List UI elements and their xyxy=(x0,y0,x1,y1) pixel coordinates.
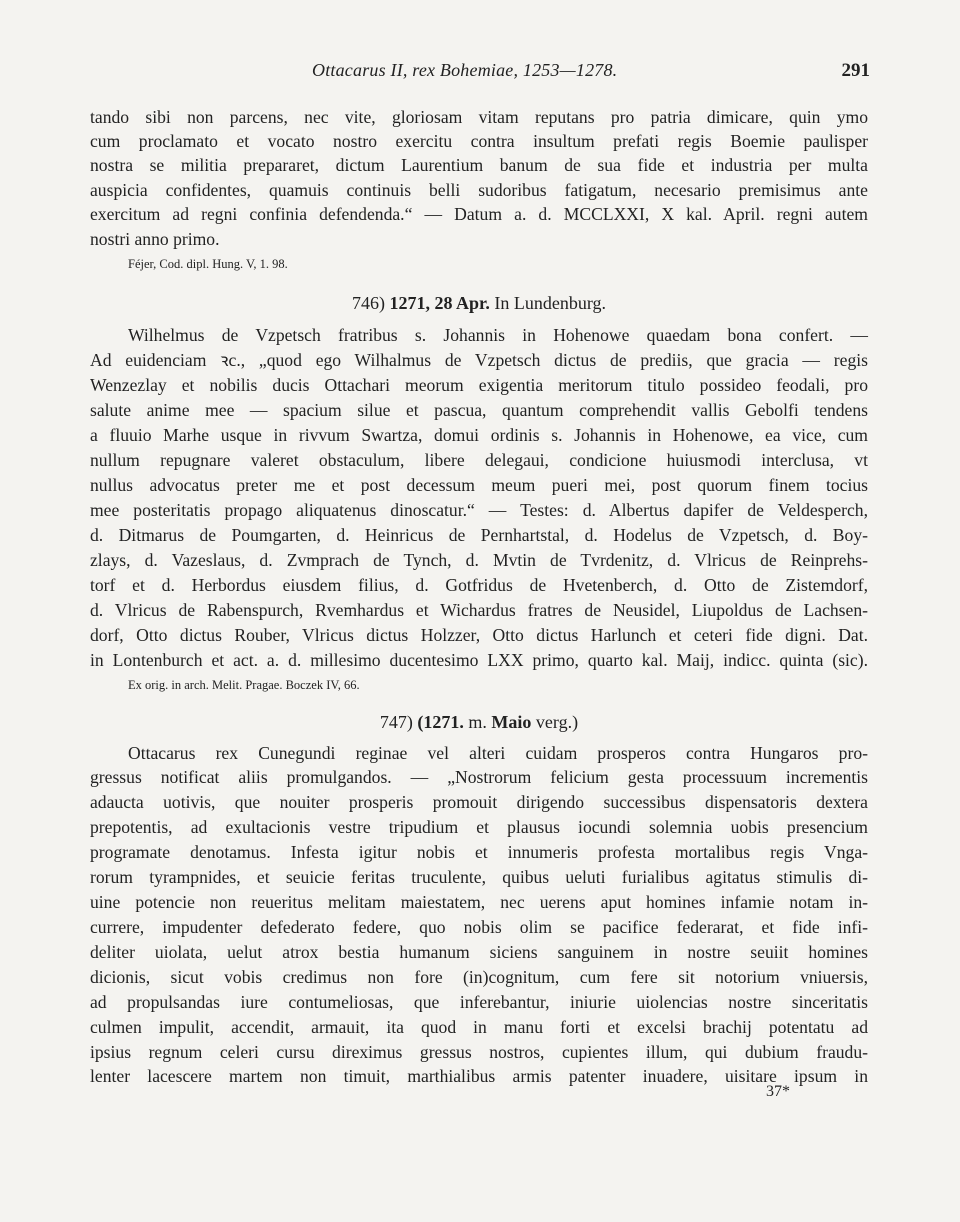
text-line: d. Vlricus de Rabenspurch, Rvemhardus et Wichardus fratres de Neusidel, Liupoldus de Lachsen- xyxy=(90,600,868,620)
text-line: in Lontenburch et act. a. d. millesimo ducentesimo LXX primo, quarto kal. Maij, indicc. quinta (sic). xyxy=(90,650,868,670)
entry-date-rest: m. xyxy=(468,712,487,732)
text-line: dicionis, sicut vobis credimus non fore (in)cognitum, cum fere sit notorium vniuersis, xyxy=(90,967,868,987)
entry-number: 747) xyxy=(379,712,413,732)
text-line: nullum repugnare valeret obstaculum, libere delegaui, condicione huiusmodi interclusa, vt xyxy=(90,450,868,470)
text-line: lenter lacescere martem non timuit, marthialibus armis patenter inuadere, uisitare ipsum in xyxy=(90,1066,868,1086)
text-line: ad propulsandas iure contumeliosas, que inferebantur, iniurie uiolencias nostre sinceritatis xyxy=(90,992,868,1012)
page-number: 291 xyxy=(841,60,870,81)
source-note: Ex orig. in arch. Melit. Pragae. Boczek IV, 66. xyxy=(128,678,360,692)
text-line: zlays, d. Vazeslaus, d. Zvmprach de Tynch, d. Mvtin de Tvrdenitz, d. Vlricus de Reinprehs- xyxy=(90,550,868,570)
regest-line: Wilhelmus de Vzpetsch fratribus s. Johannis in Hohenowe quaedam bona confert. — xyxy=(128,325,868,345)
text-line: programate denotamus. Infesta igitur nobis et innumeris profesta mortalibus regis Vnga- xyxy=(90,842,868,862)
text-line: Wenzezlay et nobilis ducis Ottachari meorum exigentia meritorum titulo possideo feodali, pro xyxy=(90,375,868,395)
regest-line: Ottacarus rex Cunegundi reginae vel alteri cuidam prosperos contra Hungaros pro- xyxy=(128,743,868,763)
text-line: dorf, Otto dictus Rouber, Vlricus dictus Holzzer, Otto dictus Harlunch et ceteri fide digni. Dat. xyxy=(90,625,868,645)
entry-number: 746) xyxy=(351,293,385,313)
running-title: Ottacarus II, rex Bohemiae, 1253—1278. xyxy=(312,60,618,80)
entry-date: 1271, 28 Apr. xyxy=(389,293,490,313)
text-line: cum proclamato et vocato nostro exercitu contra insultum prefati regis Boemie paulisper xyxy=(90,131,868,151)
page-header xyxy=(90,60,870,90)
text-line-last: nostri anno primo. xyxy=(90,229,220,249)
text-line: tando sibi non parcens, nec vite, gloriosam vitam reputans pro patria dimicare, quin ymo xyxy=(90,107,868,127)
text-line: Ad euidenciam ꝛc., „quod ego Wilhalmus de Vzpetsch dictus de prediis, que gracia — regis xyxy=(90,350,868,370)
source-note: Féjer, Cod. dipl. Hung. V, 1. 98. xyxy=(128,257,288,271)
entry-month: Maio xyxy=(491,712,532,732)
text-line: deliter uiolata, uelut atrox bestia humanum siciens sanguinem in nostre seuiit homines xyxy=(90,942,868,962)
text-line: torf et d. Herbordus eiusdem filius, d. Gotfridus de Hvetenberch, d. Otto de Zistemdorf, xyxy=(90,575,868,595)
text-line: uine potencie non reueritus melitam maiestatem, nec uerens aput homines infamie notam in- xyxy=(90,892,868,912)
entry-place: In Lundenburg. xyxy=(494,293,606,313)
text-line: nostra se militia prepararet, dictum Laurentium banum de sua fide et industria per multa xyxy=(90,155,868,175)
text-line: exercitum ad regni confinia defendenda.“ — Datum a. d. MCCLXXI, X kal. April. regni autem xyxy=(90,204,868,224)
text-line: currere, impudenter defederato federe, quo nobis olim se pacifice federarat, et fide infi- xyxy=(90,917,868,937)
text-line: adaucta uotivis, que nouiter prosperis promouit dirigendo successibus dispensatoris dextera xyxy=(90,792,868,812)
entry-heading-747 xyxy=(90,710,868,734)
signature-mark: 37* xyxy=(766,1083,790,1100)
entry-heading-746 xyxy=(90,291,868,315)
text-line: culmen impulit, accendit, armauit, ita quod in manu forti et excelsi brachij potentatu ad xyxy=(90,1017,868,1037)
entry-qualifier: verg.) xyxy=(535,712,579,732)
text-line: auspicia confidentes, quamuis continuis belli sudoribus fatigatum, necesario premisimus ante xyxy=(90,180,868,200)
text-line: d. Ditmarus de Poumgarten, d. Heinricus de Pernhartstal, d. Hodelus de Vzpetsch, d. Boy- xyxy=(90,525,868,545)
text-line: ipsius regnum celeri cursu direximus gressus nostros, cupientes illum, qui dubium fraudu- xyxy=(90,1042,868,1062)
text-line: gressus notificat aliis promulgandos. — „Nostrorum felicium gesta processuum incrementis xyxy=(90,767,868,787)
text-line: salute anime mee — spacium silue et pascua, quantum comprehendit vallis Gebolfi tendens xyxy=(90,400,868,420)
text-line: nullus advocatus preter me et post decessum meum pueri mei, post quorum finem tocius xyxy=(90,475,868,495)
entry-date: (1271. xyxy=(417,712,464,732)
text-line: rorum tyrampnides, et seuicie feritas truculente, quibus ueluti furialibus agitatus stimulis di- xyxy=(90,867,868,887)
text-line: a fluuio Marhe usque in rivvum Swartza, domui ordinis s. Johannis in Hohenowe, ea vice, cum xyxy=(90,425,868,445)
text-line: prepotentis, ad exultacionis vestre tripudium et plausus iocundi solemnia uobis presencium xyxy=(90,817,868,837)
text-line: mee posteritatis propago aliquatenus dinoscatur.“ — Testes: d. Albertus dapifer de Veldesperch, xyxy=(90,500,868,520)
